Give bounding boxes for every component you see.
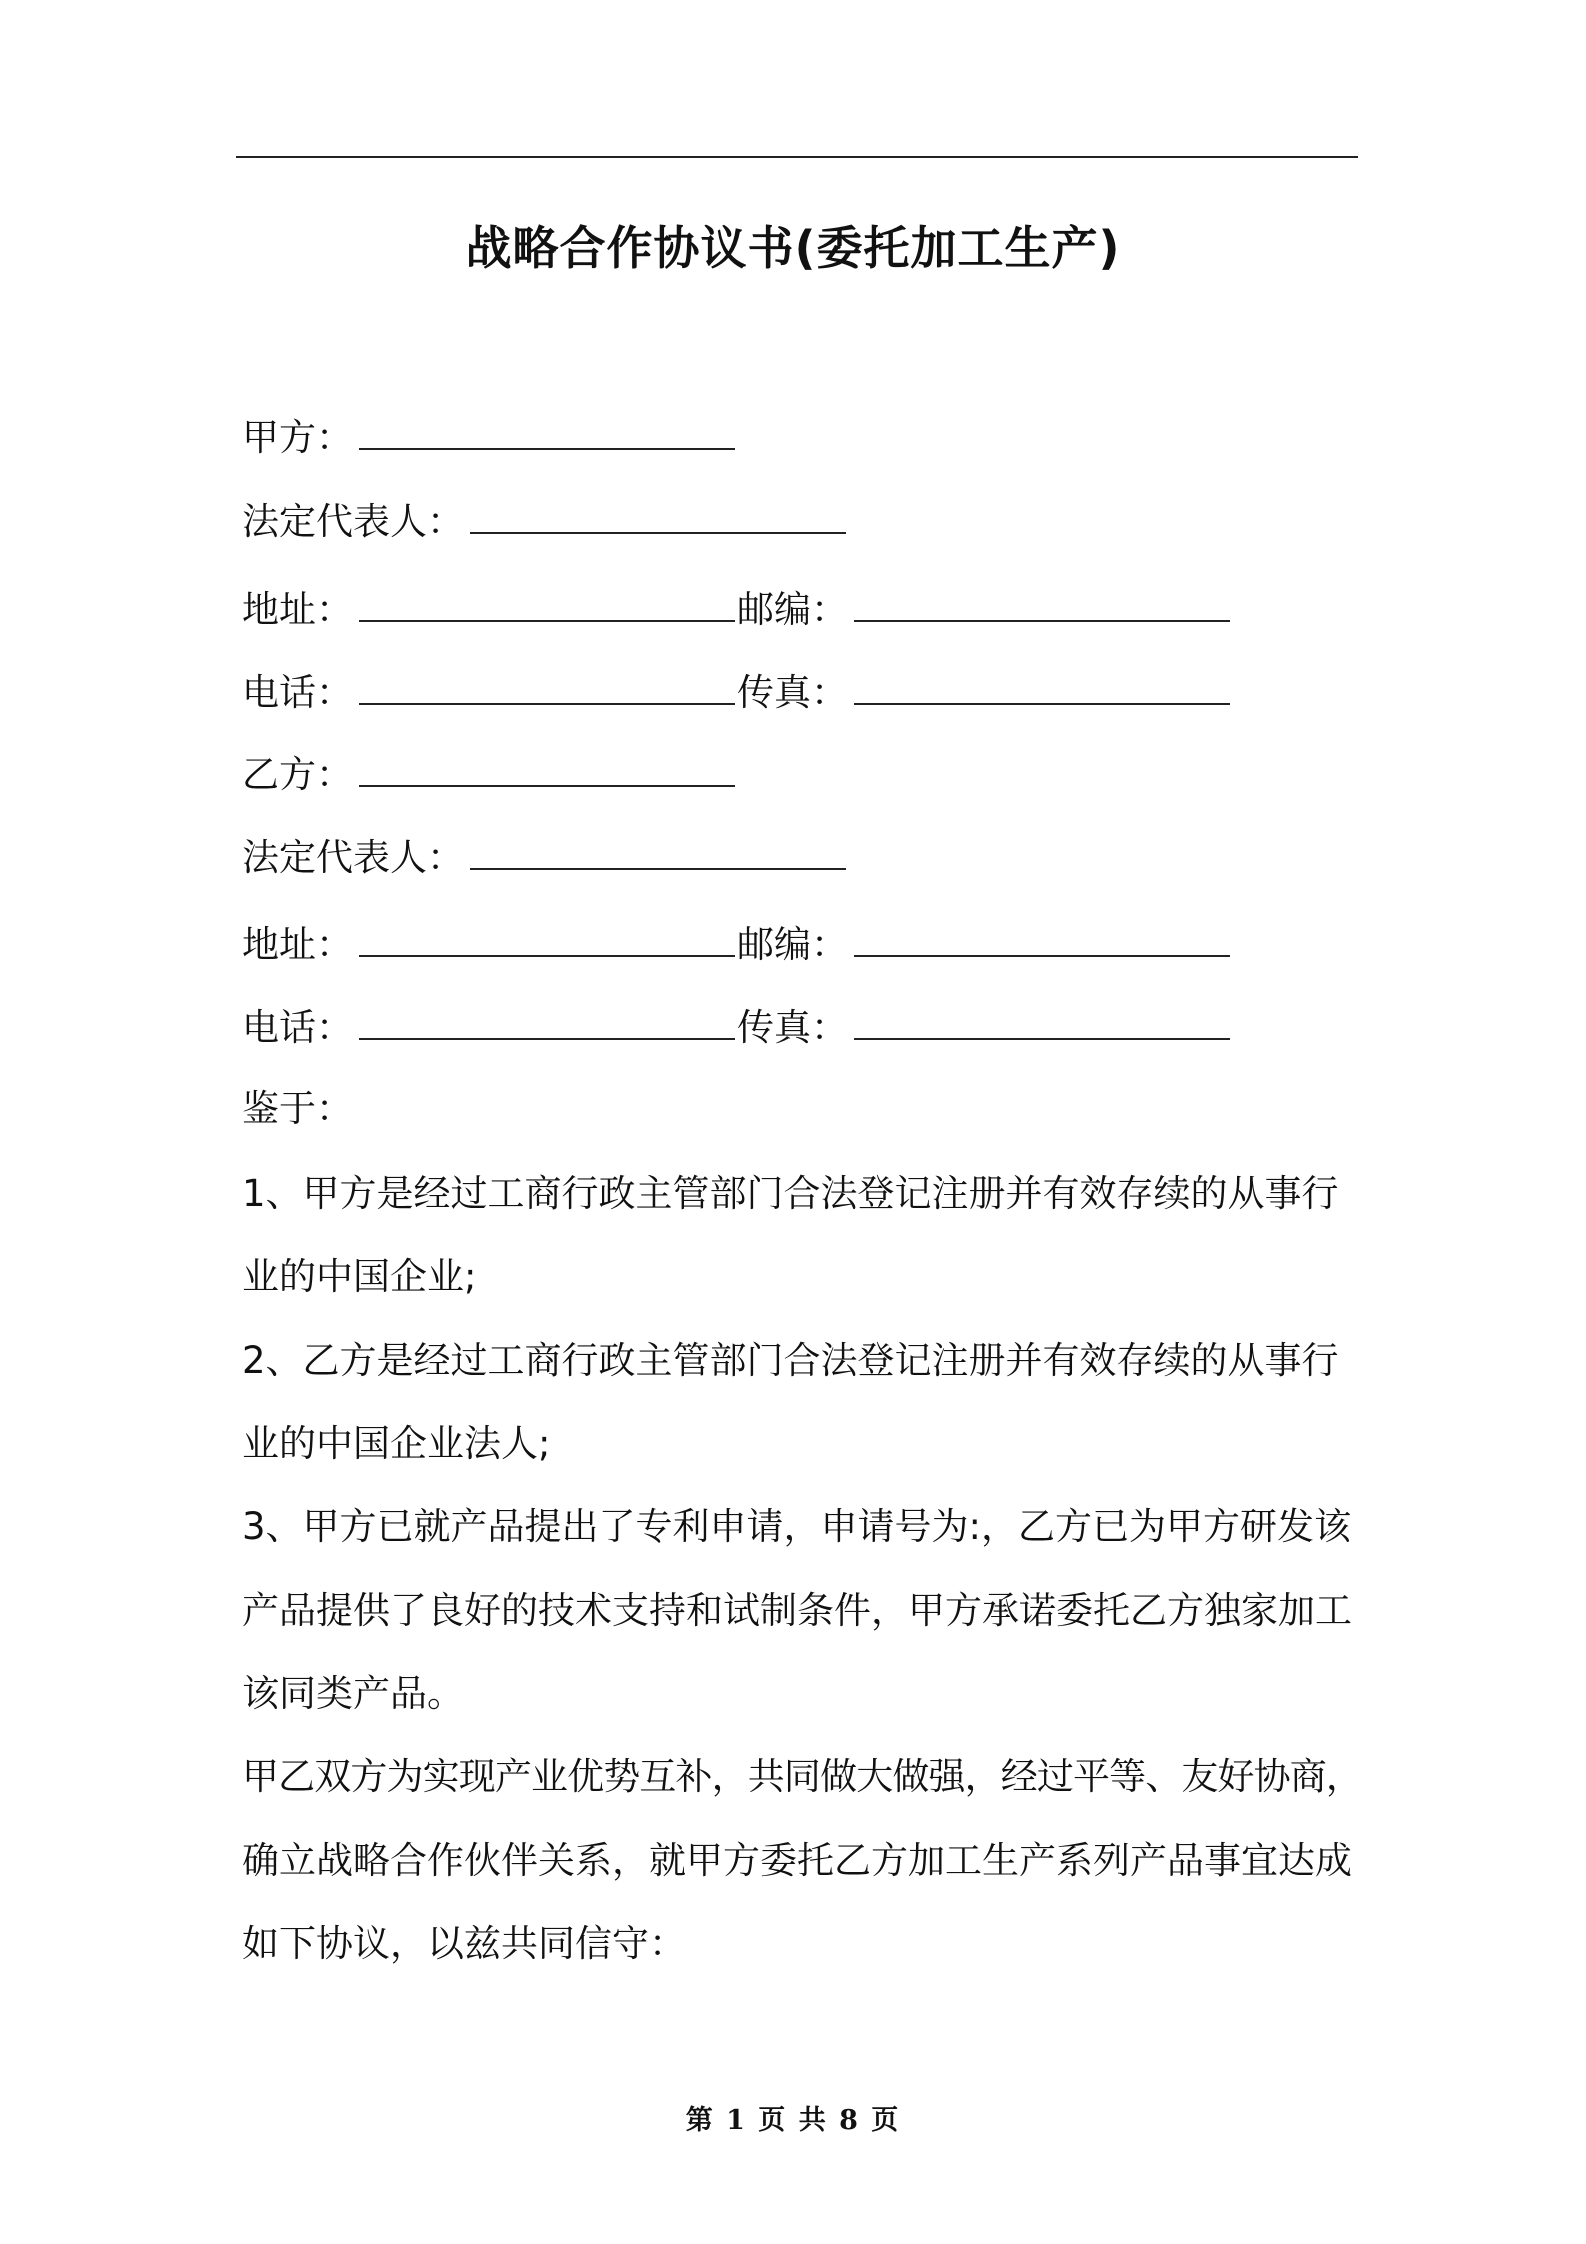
paragraph-2-line-2: 业的中国企业法人; <box>242 1422 551 1465</box>
party-b-address-label: 地址： <box>242 923 353 966</box>
paragraph-4-line-3: 如下协议，以兹共同信守： <box>242 1922 686 1965</box>
party-b-postcode-blank[interactable] <box>854 925 1230 957</box>
party-a-rep-label: 法定代表人： <box>242 500 464 543</box>
header-rule <box>236 156 1358 158</box>
paragraph-3-line-1: 3、甲方已就产品提出了专利申请，申请号为:，乙方已为甲方研发该 <box>242 1505 1352 1548</box>
page-number-footer: 第 1 页 共 8 页 <box>685 2105 901 2136</box>
party-a-postcode-label: 邮编： <box>737 588 848 631</box>
party-b-line <box>242 753 735 796</box>
party-a-postcode-blank[interactable] <box>854 590 1230 622</box>
document-title: 战略合作协议书(委托加工生产) <box>465 221 1121 275</box>
party-a-blank[interactable] <box>359 418 735 450</box>
paragraph-1-line-1: 1、甲方是经过工商行政主管部门合法登记注册并有效存续的从事行 <box>242 1172 1339 1215</box>
party-b-rep-blank[interactable] <box>470 838 846 870</box>
paragraph-4-line-1: 甲乙双方为实现产业优势互补，共同做大做强，经过平等、友好协商， <box>242 1755 1362 1798</box>
party-a-fax-blank[interactable] <box>854 673 1230 705</box>
party-b-rep-label: 法定代表人： <box>242 836 464 879</box>
party-b-rep-line <box>242 836 846 879</box>
party-b-address-line <box>242 923 1230 966</box>
paragraph-2-line-1: 2、乙方是经过工商行政主管部门合法登记注册并有效存续的从事行 <box>242 1339 1339 1382</box>
party-a-phone-blank[interactable] <box>359 673 735 705</box>
party-b-blank[interactable] <box>359 755 735 787</box>
party-b-address-blank[interactable] <box>359 925 735 957</box>
party-b-postcode-label: 邮编： <box>737 923 848 966</box>
party-a-label: 甲方： <box>242 416 353 459</box>
party-a-address-blank[interactable] <box>359 590 735 622</box>
party-b-fax-blank[interactable] <box>854 1008 1230 1040</box>
party-a-address-label: 地址： <box>242 588 353 631</box>
party-a-phone-line <box>242 671 1230 714</box>
paragraph-3-line-2: 产品提供了良好的技术支持和试制条件，甲方承诺委托乙方独家加工 <box>242 1589 1352 1632</box>
paragraph-3-line-3: 该同类产品。 <box>242 1672 464 1715</box>
party-b-fax-label: 传真： <box>737 1006 848 1049</box>
party-b-label: 乙方： <box>242 753 353 796</box>
party-a-address-line <box>242 588 1230 631</box>
paragraph-1-line-2: 业的中国企业; <box>242 1255 477 1298</box>
paragraph-4-line-2: 确立战略合作伙伴关系，就甲方委托乙方加工生产系列产品事宜达成 <box>242 1839 1352 1882</box>
party-a-fax-label: 传真： <box>737 671 848 714</box>
whereas-label: 鉴于： <box>242 1087 353 1130</box>
party-b-phone-label: 电话： <box>242 1006 353 1049</box>
party-a-phone-label: 电话： <box>242 671 353 714</box>
party-a-rep-line <box>242 500 846 543</box>
party-a-rep-blank[interactable] <box>470 502 846 534</box>
party-b-phone-blank[interactable] <box>359 1008 735 1040</box>
party-a-line <box>242 416 735 459</box>
party-b-phone-line <box>242 1006 1230 1049</box>
